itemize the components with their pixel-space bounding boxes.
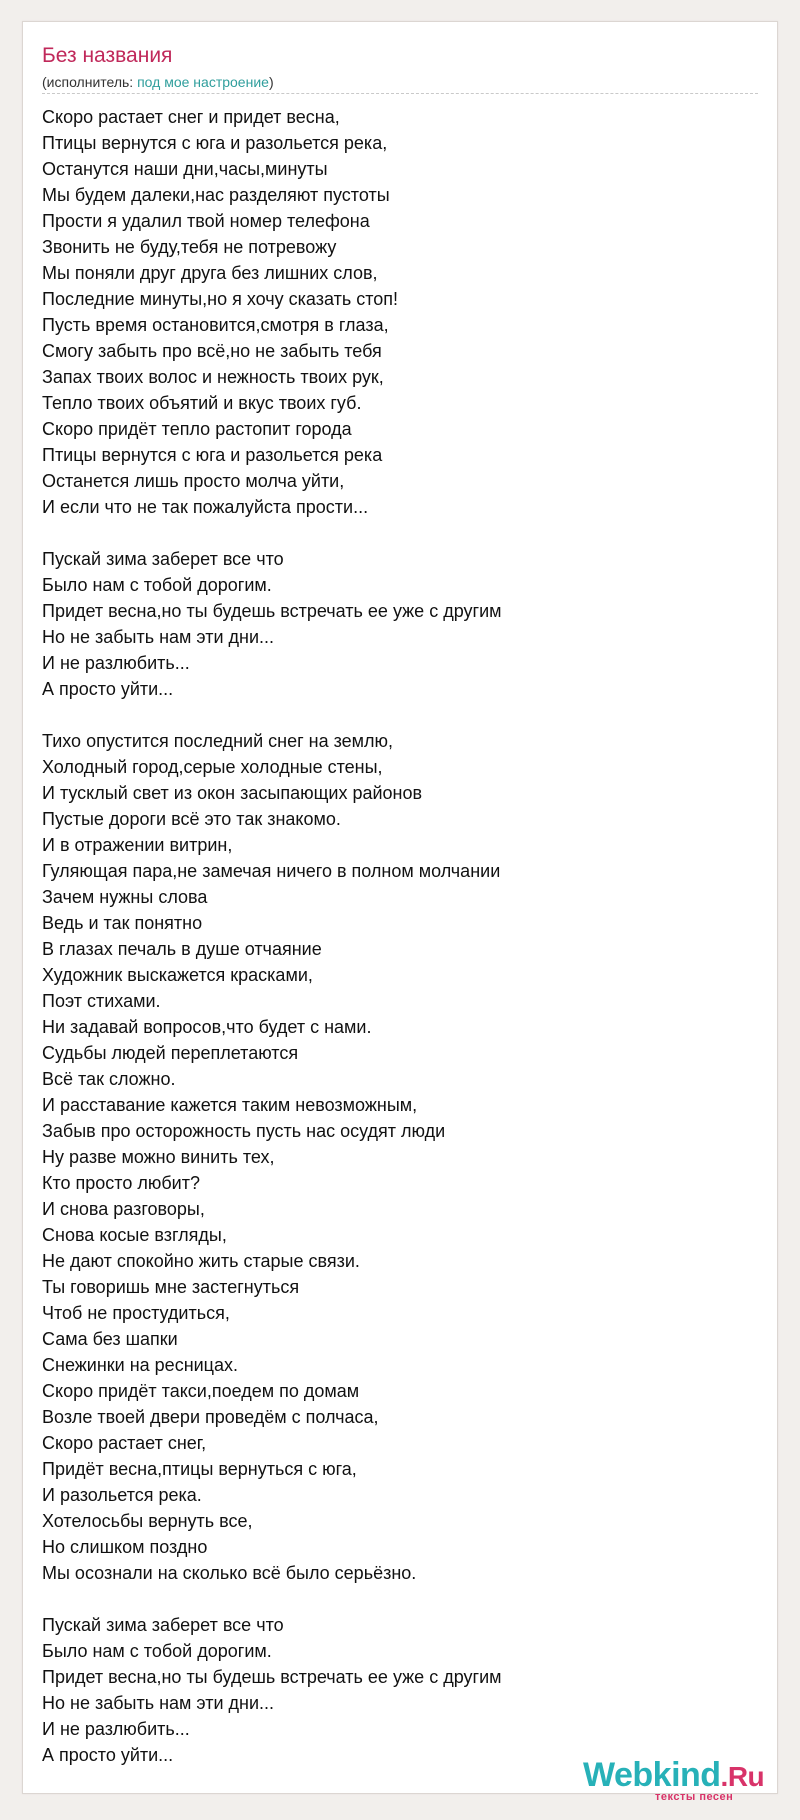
song-title: Без названия (42, 44, 173, 67)
lyric-line: Последние минуты,но я хочу сказать стоп! (42, 289, 398, 309)
lyric-line: Звонить не буду,тебя не потревожу (42, 237, 337, 257)
lyric-line: Не дают спокойно жить старые связи. (42, 1251, 360, 1271)
lyrics-text (42, 104, 762, 1768)
lyric-line: Судьбы людей переплетаются (42, 1043, 299, 1063)
lyric-line: Было нам с тобой дорогим. (42, 1641, 272, 1661)
lyric-line: Скоро придёт такси,поедем по домам (42, 1381, 360, 1401)
stanza-break (42, 702, 762, 728)
divider (42, 93, 758, 94)
lyric-line: Придёт весна,птицы вернуться с юга, (42, 1459, 357, 1479)
lyric-line: Придет весна,но ты будешь встречать ее уже с другим (42, 1667, 502, 1687)
lyric-line: Прости я удалил твой номер телефона (42, 211, 370, 231)
lyric-line: Ну разве можно винить тех, (42, 1147, 275, 1167)
lyric-line: Пустые дороги всё это так знакомо. (42, 809, 341, 829)
lyric-line: Забыв про осторожность пусть нас осудят люди (42, 1121, 446, 1141)
lyric-line: Было нам с тобой дорогим. (42, 575, 272, 595)
lyric-line: Художник выскажется красками, (42, 965, 313, 985)
lyric-line: Снова косые взгляды, (42, 1225, 227, 1245)
artist-link[interactable]: под мое настроение (137, 74, 269, 90)
lyric-line: Пускай зима заберет все что (42, 549, 284, 569)
lyric-line: Запах твоих волос и нежность твоих рук, (42, 367, 384, 387)
lyric-line: Мы осознали на сколько всё было серьёзно. (42, 1563, 417, 1583)
stanza-break (42, 520, 762, 546)
lyric-line: А просто уйти... (42, 679, 174, 699)
lyric-line: Хотелосьбы вернуть все, (42, 1511, 253, 1531)
lyric-line: Возле твоей двери проведём с полчаса, (42, 1407, 379, 1427)
lyric-line: Тихо опустится последний снег на землю, (42, 731, 394, 751)
artist-prefix: (исполнитель: (42, 74, 138, 90)
lyric-line: Ведь и так понятно (42, 913, 203, 933)
lyric-line: Сама без шапки (42, 1329, 178, 1349)
logo-tagline: тексты песен (655, 1791, 734, 1803)
lyric-line: И расставание кажется таким невозможным, (42, 1095, 418, 1115)
lyric-line: Но не забыть нам эти дни... (42, 627, 275, 647)
site-logo[interactable] (583, 1755, 773, 1805)
lyric-line: И если что не так пожалуйста прости... (42, 497, 369, 517)
lyric-line: Снежинки на ресницах. (42, 1355, 239, 1375)
lyric-line: Смогу забыть про всё,но не забыть тебя (42, 341, 382, 361)
lyric-line: Тепло твоих объятий и вкус твоих губ. (42, 393, 362, 413)
lyric-line: И не разлюбить... (42, 1719, 190, 1739)
lyric-line: Зачем нужны слова (42, 887, 208, 907)
lyric-line: Ни задавай вопросов,что будет с нами. (42, 1017, 372, 1037)
lyric-line: А просто уйти... (42, 1745, 174, 1765)
artist-suffix: ) (268, 74, 274, 90)
lyric-line: Ты говоришь мне застегнуться (42, 1277, 300, 1297)
lyric-line: Останутся наши дни,часы,минуты (42, 159, 328, 179)
lyric-line: Пускай зима заберет все что (42, 1615, 284, 1635)
lyric-line: Гуляющая пара,не замечая ничего в полном молчании (42, 861, 501, 881)
lyric-line: В глазах печаль в душе отчаяние (42, 939, 322, 959)
lyric-line: Останется лишь просто молча уйти, (42, 471, 345, 491)
lyric-line: Скоро придёт тепло растопит города (42, 419, 352, 439)
lyric-line: Всё так сложно. (42, 1069, 176, 1089)
lyric-line: Придет весна,но ты будешь встречать ее уже с другим (42, 601, 502, 621)
lyric-line: Холодный город,серые холодные стены, (42, 757, 383, 777)
lyric-line: Птицы вернутся с юга и разольется река, (42, 133, 388, 153)
lyric-line: Пусть время остановится,смотря в глаза, (42, 315, 389, 335)
lyric-line: И в отражении витрин, (42, 835, 233, 855)
lyric-line: Кто просто любит? (42, 1173, 200, 1193)
artist-line (42, 73, 274, 91)
lyric-line: И разольется река. (42, 1485, 202, 1505)
stanza-break (42, 1586, 762, 1612)
lyric-line: Мы будем далеки,нас разделяют пустоты (42, 185, 390, 205)
lyric-line: Скоро растает снег и придет весна, (42, 107, 340, 127)
lyric-line: Чтоб не простудиться, (42, 1303, 230, 1323)
lyric-line: И тусклый свет из окон засыпающих районов (42, 783, 423, 803)
lyric-line: Мы поняли друг друга без лишних слов, (42, 263, 378, 283)
lyric-line: Птицы вернутся с юга и разольется река (42, 445, 383, 465)
lyric-line: Скоро растает снег, (42, 1433, 207, 1453)
logo-main-text: Webkind (583, 1756, 721, 1794)
lyric-line: Но не забыть нам эти дни... (42, 1693, 275, 1713)
lyric-line: И не разлюбить... (42, 653, 190, 673)
lyric-line: Но слишком поздно (42, 1537, 208, 1557)
lyric-line: И снова разговоры, (42, 1199, 205, 1219)
lyric-line: Поэт стихами. (42, 991, 161, 1011)
logo-tld-text: .Ru (720, 1761, 765, 1792)
